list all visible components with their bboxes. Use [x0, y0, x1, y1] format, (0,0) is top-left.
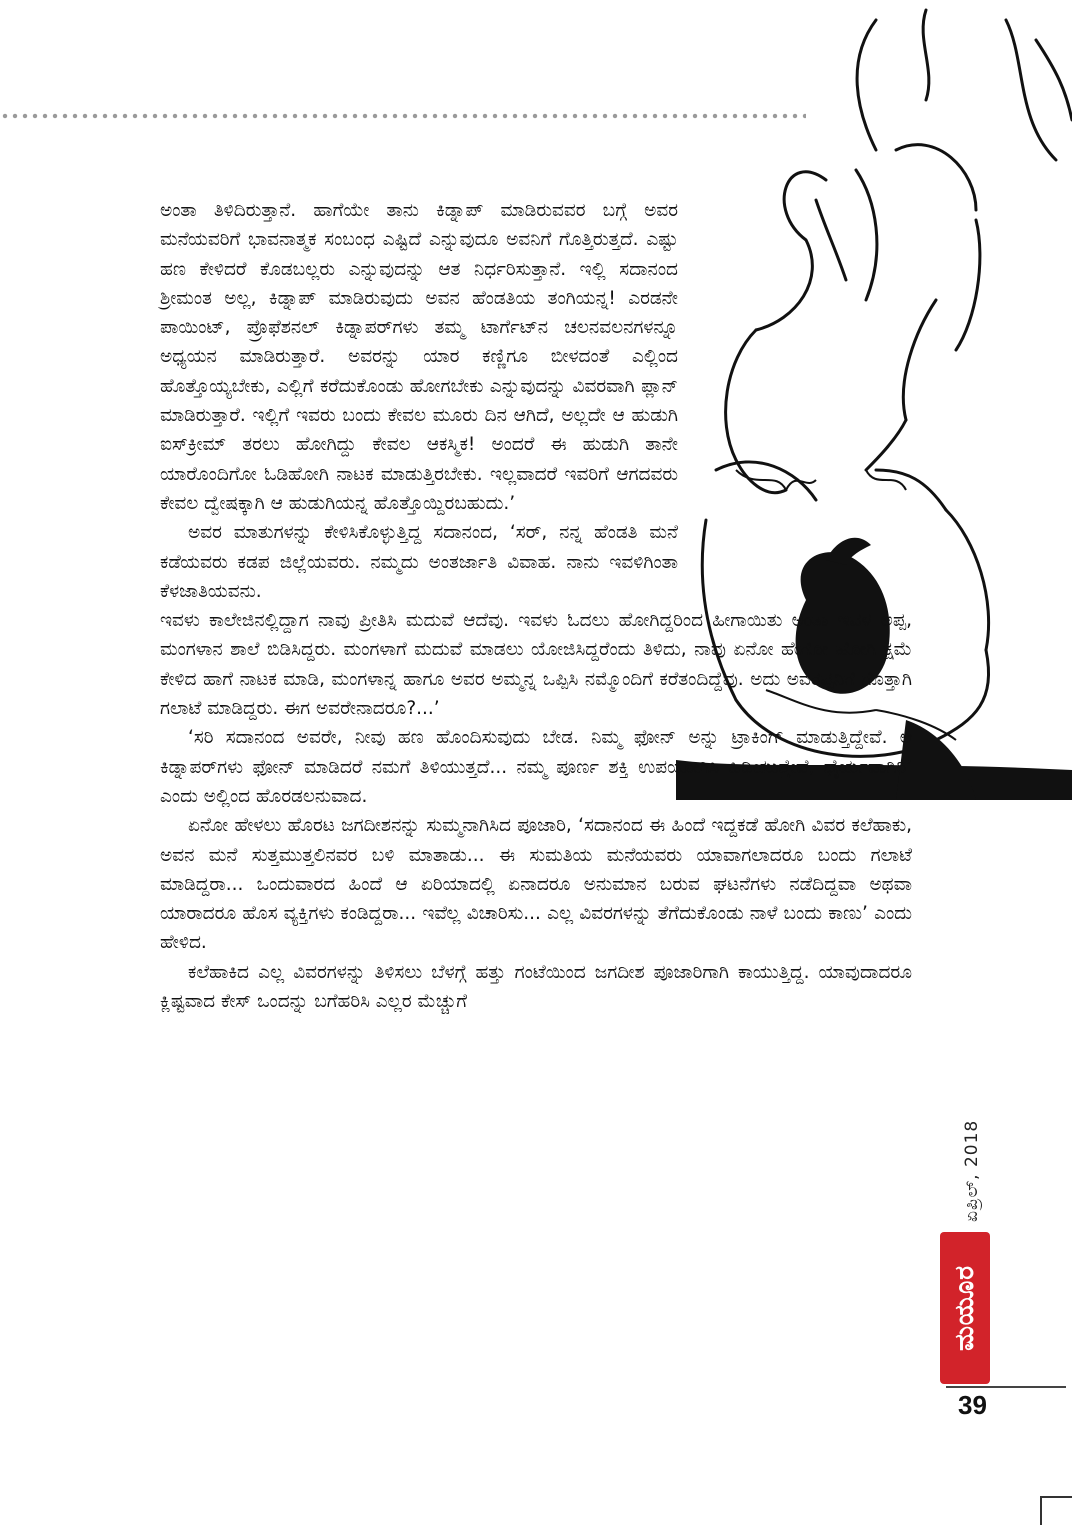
page-number-rule	[946, 1386, 1066, 1388]
paragraph: ಕಲೆಹಾಕಿದ ಎಲ್ಲ ವಿವರಗಳನ್ನು ತಿಳಿಸಲು ಬೆಳಗ್ಗೆ ಹತ್ತು ಗಂಟೆಯಿಂದ ಜಗದೀಶ ಪೂಜಾರಿಗಾಗಿ ಕಾಯುತ್ತಿದ್ದ. ಯಾವುದಾದರೂ ಕ್ಲಿಷ್ಟವಾದ ಕೇಸ್ ಒಂದನ್ನು ಬಗೆಹರಿಸಿ ಎಲ್ಲರ ಮೆಚ್ಚುಗೆ	[160, 961, 912, 1013]
paragraph: ಇವಳು ಕಾಲೇಜಿನಲ್ಲಿದ್ದಾಗ ನಾವು ಪ್ರೀತಿಸಿ ಮದುವೆ ಆದೆವು. ಇವಳು ಓದಲು ಹೋಗಿದ್ದರಿಂದ ಹೀಗಾಯಿತು ಅಂತಾ ಇವಳ ಅಪ್ಪ, ಮಂಗಳಾನ ಶಾಲೆ ಬಿಡಿಸಿದ್ದರು. ಮಂಗಳಾಗೆ ಮದುವೆ ಮಾಡಲು ಯೋಜಿಸಿದ್ದರೆಂದು ತಿಳಿದು, ನಾವು ಏನೋ ಹೇಗೋ ಹೋಗಿ ಕ್ಷಮೆ ಕೇಳಿದ ಹಾಗೆ ನಾಟಕ ಮಾಡಿ, ಮಂಗಳಾನ್ನ ಹಾಗೂ ಅವರ ಅಮ್ಮನ್ನ ಒಪ್ಪಿಸಿ ನಮ್ಮೊಂದಿಗೆ ಕರೆತಂದಿದ್ದೆವು. ಅದು ಅವರಪ್ಪನಿಗೆ ಗೊತ್ತಾಗಿ ಗಲಾಟೆ ಮಾಡಿದ್ದರು. ಈಗ ಅವರೇನಾದರೂ?...’	[160, 610, 912, 720]
paragraph: ‘ಸರಿ ಸದಾನಂದ ಅವರೇ, ನೀವು ಹಣ ಹೊಂದಿಸುವುದು ಬೇಡ. ನಿಮ್ಮ ಫೋನ್ ಅನ್ನು ಟ್ರಾಕಿಂಗ್ ಮಾಡುತ್ತಿದ್ದೇವೆ. ಆ ಕಿಡ್ನಾಪರ್‌ಗಳು ಫೋನ್ ಮಾಡಿದರೆ ನಮಗೆ ತಿಳಿಯುತ್ತದೆ... ನಮ್ಮ ಪೂರ್ಣ ಶಕ್ತಿ ಉಪಯೋಗಿಸಿ ಹಿಡಿಯುತ್ತೇವೆ, ಧೈರ್ಯವಾಗಿರಿ’ ಎಂದು ಅಲ್ಲಿಂದ ಹೊರಡಲನುವಾದ.	[160, 727, 912, 807]
wide-column	[160, 606, 912, 1016]
paragraph: ಏನೋ ಹೇಳಲು ಹೊರಟ ಜಗದೀಶನನ್ನು ಸುಮ್ಮನಾಗಿಸಿದ ಪೂಜಾರಿ, ‘ಸದಾನಂದ ಈ ಹಿಂದೆ ಇದ್ದಕಡೆ ಹೋಗಿ ವಿವರ ಕಲೆಹಾಕು, ಅವನ ಮನೆ ಸುತ್ತಮುತ್ತಲಿನವರ ಬಳಿ ಮಾತಾಡು... ಈ ಸುಮತಿಯ ಮನೆಯವರು ಯಾವಾಗಲಾದರೂ ಬಂದು ಗಲಾಟೆ ಮಾಡಿದ್ದರಾ... ಒಂದುವಾರದ ಹಿಂದೆ ಆ ಏರಿಯಾದಲ್ಲಿ ಏನಾದರೂ ಅನುಮಾನ ಬರುವ ಘಟನೆಗಳು ನಡೆದಿದ್ದವಾ ಅಥವಾ ಯಾರಾದರೂ ಹೊಸ ವ್ಯಕ್ತಿಗಳು ಕಂಡಿದ್ದರಾ... ಇವೆಲ್ಲ ವಿಚಾರಿಸು... ಎಲ್ಲ ವಿವರಗಳನ್ನು ತೆಗೆದುಕೊಂಡು ನಾಳೆ ಬಂದು ಕಾಣು’ ಎಂದು ಹೇಳಿದ.	[160, 815, 912, 954]
narrow-column	[160, 196, 678, 606]
paragraph: ಅಂತಾ ತಿಳಿದಿರುತ್ತಾನೆ. ಹಾಗೆಯೇ ತಾನು ಕಿಡ್ನಾಪ್ ಮಾಡಿರುವವರ ಬಗ್ಗೆ ಅವರ ಮನೆಯವರಿಗೆ ಭಾವನಾತ್ಮಕ ಸಂಬಂಧ ಎಷ್ಟಿದೆ ಎನ್ನುವುದೂ ಅವನಿಗೆ ಗೊತ್ತಿರುತ್ತದೆ. ಎಷ್ಟು ಹಣ ಕೇಳಿದರೆ ಕೊಡಬಲ್ಲರು ಎನ್ನುವುದನ್ನು ಆತ ನಿರ್ಧರಿಸುತ್ತಾನೆ. ಇಲ್ಲಿ ಸದಾನಂದ ಶ್ರೀಮಂತ ಅಲ್ಲ, ಕಿಡ್ನಾಪ್ ಮಾಡಿರುವುದು ಅವನ ಹೆಂಡತಿಯ ತಂಗಿಯನ್ನ! ಎರಡನೇ ಪಾಯಿಂಟ್, ಪ್ರೊಫೆಶನಲ್ ಕಿಡ್ನಾಪರ್‌ಗಳು ತಮ್ಮ ಟಾರ್ಗೆಟ್‌ನ ಚಲನವಲನಗಳನ್ನೂ ಅಧ್ಯಯನ ಮಾಡಿರುತ್ತಾರೆ. ಅವರನ್ನು ಯಾರ ಕಣ್ಣಿಗೂ ಬೀಳದಂತೆ ಎಲ್ಲಿಂದ ಹೊತ್ತೊಯ್ಯಬೇಕು, ಎಲ್ಲಿಗೆ ಕರೆದುಕೊಂಡು ಹೋಗಬೇಕು ಎನ್ನುವುದನ್ನು ವಿವರವಾಗಿ ಪ್ಲಾನ್ ಮಾಡಿರುತ್ತಾರೆ. ಇಲ್ಲಿಗೆ ಇವರು ಬಂದು ಕೇವಲ ಮೂರು ದಿನ ಆಗಿದೆ, ಅಲ್ಲದೇ ಆ ಹುಡುಗಿ ಐಸ್‌ಕ್ರೀಮ್ ತರಲು ಹೋಗಿದ್ದು ಕೇವಲ ಆಕಸ್ಮಿಕ! ಅಂದರೆ ಈ ಹುಡುಗಿ ತಾನೇ ಯಾರೊಂದಿಗೋ ಓಡಿಹೋಗಿ ನಾಟಕ ಮಾಡುತ್ತಿರಬೇಕು. ಇಲ್ಲವಾದರೆ ಇವರಿಗೆ ಆಗದವರು ಕೇವಲ ದ್ವೇಷಕ್ಕಾಗಿ ಆ ಹುಡುಗಿಯನ್ನ ಹೊತ್ತೊಯ್ದಿರಬಹುದು.’	[160, 200, 678, 514]
crop-mark-bottom-h	[1040, 1496, 1072, 1498]
page-number: 39	[958, 1390, 987, 1420]
crop-mark-bottom	[1040, 1496, 1042, 1525]
magazine-title: ಮಯೂರ	[950, 1265, 980, 1351]
paragraph: ಅವರ ಮಾತುಗಳನ್ನು ಕೇಳಿಸಿಕೊಳ್ಳುತ್ತಿದ್ದ ಸದಾನಂದ, ‘ಸರ್, ನನ್ನ ಹೆಂಡತಿ ಮನೆ ಕಡೆಯವರು ಕಡಪ ಜಿಲ್ಲೆಯವರು. ನಮ್ಮದು ಅಂತರ್ಜಾತಿ ವಿವಾಹ. ನಾನು ಇವಳಿಗಿಂತಾ ಕೆಳಜಾತಿಯವನು.	[160, 522, 678, 602]
article-text	[160, 196, 912, 1016]
issue-date: ಏಪ್ರಿಲ್, 2018	[962, 1119, 982, 1222]
magazine-logo	[940, 1232, 990, 1384]
